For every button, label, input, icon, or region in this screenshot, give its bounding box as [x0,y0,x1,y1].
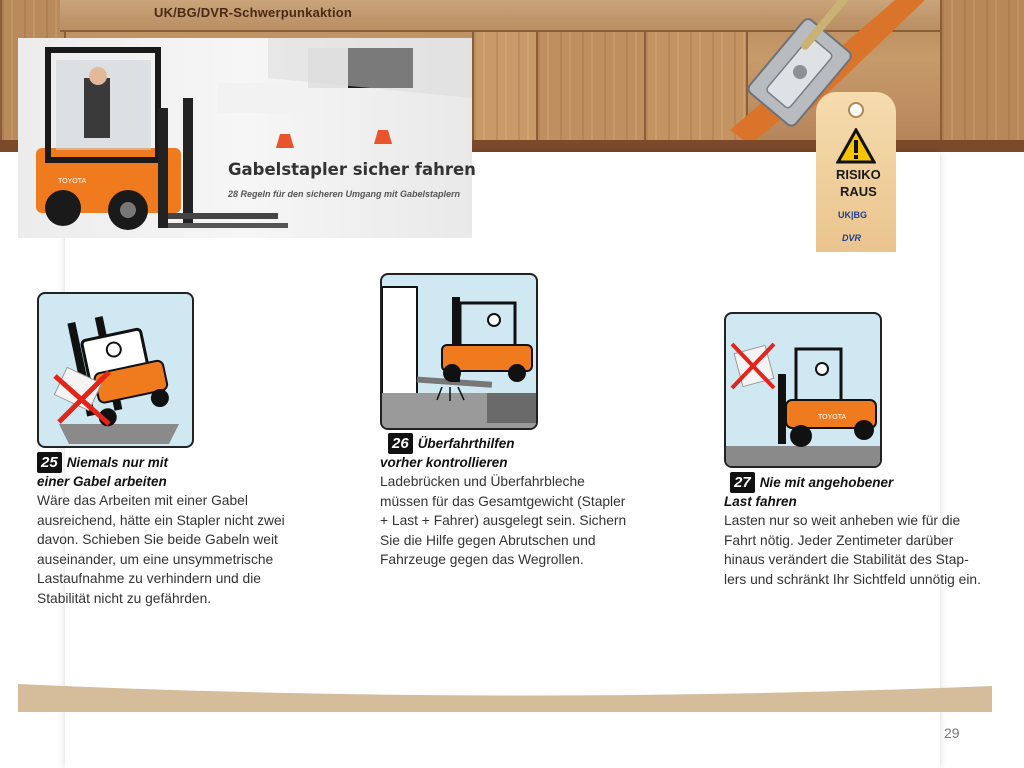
tag-logo-dvr: DVR [842,233,862,243]
rule-27-body-line: hinaus verändert die Stabilität des Stap- [724,552,969,567]
rule-25-body [37,491,337,608]
rule-25-body-line: Wäre das Arbeiten mit einer Gabel [37,493,248,508]
rule-26-title-line2: vorher kontrollieren [380,455,508,470]
hero-forklift-photo [18,38,472,238]
rule-25-title-line1: Niemals nur mit [66,455,168,470]
rule-27-title-line2: Last fahren [724,494,797,509]
rule-26-body-line: müssen für das Gesamtgewicht (Stapler [380,493,626,509]
rule-27-body-line: lers und schränkt Ihr Sichtfeld unnötig ein. [724,571,981,587]
hero-title: Gabelstapler sicher fahren [228,160,476,179]
rule-27-truck-brand: TOYOTA [818,414,847,421]
hero-subtitle: 28 Regeln für den sicheren Umgang mit Gabelstaplern [228,189,461,199]
rule-27-title-line1: Nie mit angehobener [759,475,894,490]
footer-wave [18,680,992,712]
rule-25-number: 25 [37,452,62,473]
rule-25-body-line: auseinander, um eine unsymmetrische [37,551,274,567]
hero-banner [18,38,472,238]
page-number: 29 [944,725,960,741]
rule-27-title [730,472,893,493]
tag-logo-ukbg: UK|BG [838,210,868,220]
tag-hole-icon [846,100,866,120]
rule-25-body-line: davon. Schieben Sie beide Gabeln weit [37,532,278,547]
rule-26-body-line: Ladebrücken und Überfahrbleche [380,474,585,489]
rule-27-number: 27 [730,472,755,493]
rule-26-body-line: Sie die Hilfe gegen Abrutschen und [380,532,596,548]
rule-25-body-line: ausreichend, hätte ein Stapler nicht zwei [37,512,285,528]
rule-27-body [724,511,1014,589]
hero-truck-brand: TOYOTA [58,178,87,185]
rule-25-body-line: Lastaufnahme zu verhindern und die [37,571,261,586]
rule-25-title-line2: einer Gabel arbeiten [37,474,167,489]
rule-25-title [37,452,168,473]
rule-26-body [380,472,680,570]
rule-27-pictogram [724,312,882,468]
rule-26-pictogram [380,273,538,430]
rule-25-pictogram [37,292,194,448]
header-label: UK/BG/DVR-Schwerpunkaktion [154,5,353,20]
rule-26-title-line1: Überfahrthilfen [417,436,515,451]
rule-26-number: 26 [388,433,413,454]
rule-27-body-line: Fahrt nötig. Jeder Zentimeter darüber [724,532,954,548]
tag-text-risiko: RISIKO [836,167,881,182]
rule-26-body-line: Fahrzeuge gegen das Wegrollen. [380,552,584,567]
tag-text-raus: RAUS [840,184,877,199]
rule-26-title [388,433,514,454]
rule-25-body-line: Stabilität nicht zu gefährden. [37,590,212,606]
rule-27-body-line: Lasten nur so weit anheben wie für die [724,513,961,528]
warning-triangle-icon [836,128,876,164]
rule-26-body-line: + Last + Fahrer) ausgelegt sein. Sichern [380,513,627,528]
